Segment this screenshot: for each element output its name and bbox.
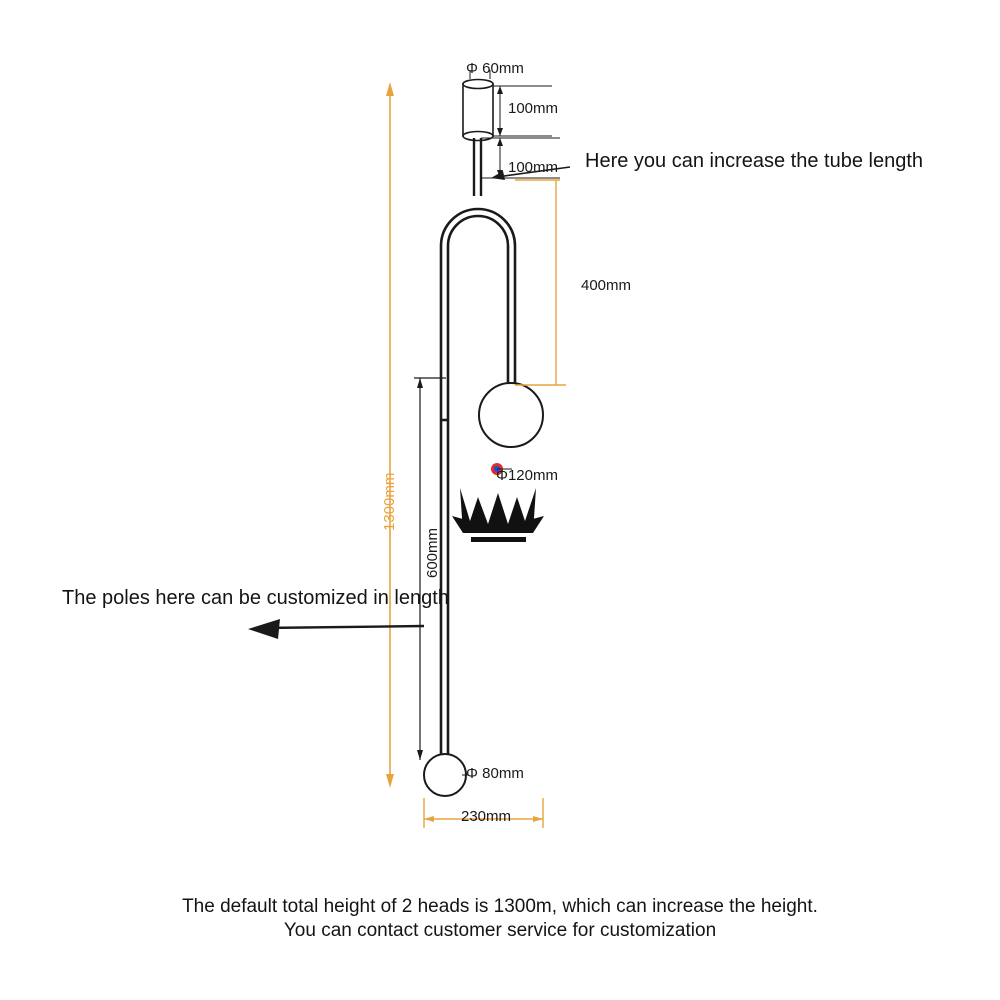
canopy-height-label: 100mm	[508, 100, 559, 117]
globe-lower-diameter-label: Φ 80mm	[466, 765, 524, 782]
total-height-label: 1300mm	[381, 472, 398, 531]
canopy-diameter-label: Φ 60mm	[466, 60, 524, 77]
caption-line-1: The default total height of 2 heads is 1300m, which can increase the height.	[182, 896, 818, 917]
globe-upper-diameter-label: Φ120mm	[496, 467, 558, 484]
loop-height-label: 400mm	[581, 277, 632, 294]
tube-note-text: Here you can increase the tube length	[585, 150, 923, 172]
overall-width-label: 230mm	[461, 808, 512, 825]
poles-note-text: The poles here can be customized in length	[62, 587, 449, 609]
caption-line-2: You can contact customer service for customization	[283, 920, 717, 941]
tube-length-label: 100mm	[508, 159, 559, 176]
pole-length-label: 600mm	[424, 527, 441, 578]
